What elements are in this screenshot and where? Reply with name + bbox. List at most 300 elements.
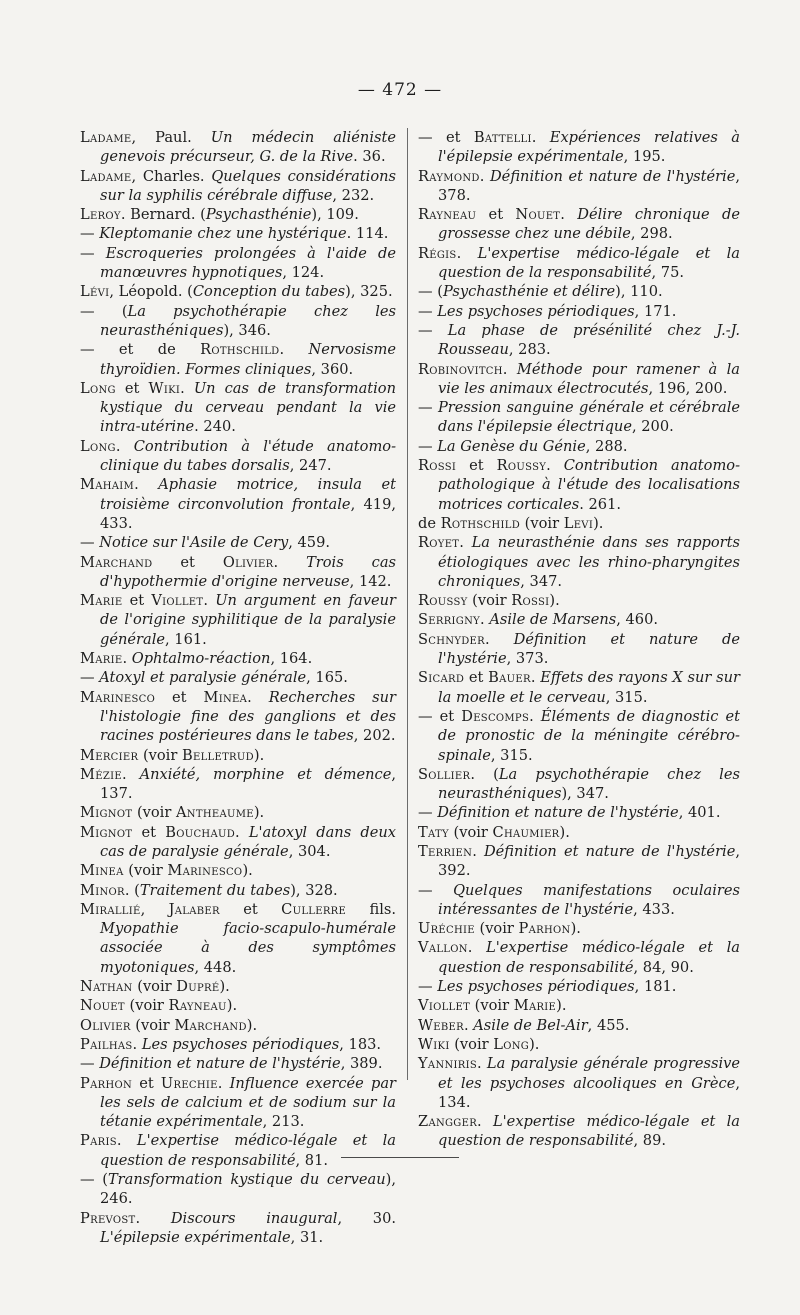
author-name: Rayneau: [418, 206, 477, 224]
author-name: Wiki: [418, 1035, 450, 1053]
entry-text: .: [531, 129, 550, 146]
author-name: Dupré: [176, 978, 220, 996]
entry-text: , 75.: [651, 264, 685, 282]
author-name: Marchand: [80, 553, 153, 571]
work-title: La neurasthénie dans ses rapports étiologiques avec les rhino-pharyngites chroniques: [438, 534, 740, 590]
right-column: [418, 128, 740, 1151]
index-entry: [418, 456, 740, 514]
work-title: L'expertise médico-légale et la question de responsabilité: [438, 1113, 740, 1150]
entry-text: .: [484, 630, 514, 648]
work-title: Un argument en faveur de l'origine syphilitique de la paralysie générale: [100, 592, 397, 648]
index-entry: [80, 746, 396, 765]
work-title: Méthode pour ramener à la vie les animaux électrocutés: [438, 360, 740, 397]
entry-text: (voir: [123, 862, 168, 880]
entry-text: . Bernard. (: [120, 206, 206, 224]
entry-text: , 283.: [508, 341, 551, 359]
entry-text: , 389.: [340, 1055, 383, 1073]
entry-text: .: [480, 611, 490, 629]
entry-text: —: [80, 534, 100, 552]
author-name: Pailhas: [80, 1035, 133, 1053]
entry-text: , 401.: [678, 804, 721, 822]
index-entry: [418, 360, 740, 399]
author-name: Cullerre: [281, 900, 347, 918]
index-entry: [418, 996, 740, 1015]
entry-text: ).: [219, 978, 230, 996]
author-name: Viollet: [418, 997, 471, 1015]
work-title: La phase de présénilité chez J.-J. Rousseau: [438, 321, 741, 359]
author-name: Bauer: [488, 669, 531, 687]
entry-text: , 315.: [605, 688, 648, 706]
entry-text: et: [152, 553, 223, 571]
entry-text: , 142.: [349, 572, 392, 590]
author-name: Ladame: [80, 129, 132, 146]
author-name: Marie: [513, 997, 557, 1015]
entry-text: ).: [559, 823, 570, 841]
index-entry: [80, 1016, 396, 1035]
index-entry: [80, 765, 396, 804]
entry-text: (voir: [520, 514, 564, 532]
author-name: Descomps: [461, 707, 530, 725]
entry-text: ).: [570, 920, 581, 938]
author-name: Raymond: [418, 167, 480, 185]
work-title: L'expertise médico-légale et la question de responsabilité: [438, 939, 740, 976]
index-entry: [418, 205, 740, 244]
work-title: Recherches sur l'histologie fine des ganglions et des racines postérieures dans le tabes: [100, 688, 397, 745]
author-name: Jalaber: [168, 900, 220, 918]
work-title: L'expertise médico-légale et la question de responsabilité: [100, 1132, 397, 1169]
index-entry: [418, 765, 740, 804]
entry-text: , 459.: [288, 534, 331, 552]
author-name: Robinovitch: [418, 360, 503, 378]
index-entry: [418, 630, 740, 669]
entry-text: —: [418, 881, 454, 899]
work-title: Les psychoses périodiques: [437, 978, 635, 996]
index-entry: [80, 900, 396, 977]
work-title: Définition et nature de l'hystérie: [99, 1055, 341, 1073]
index-entry: [80, 977, 396, 996]
entry-text: .: [459, 534, 472, 552]
work-title: La Genèse du Génie: [437, 437, 586, 455]
entry-text: .: [273, 553, 307, 571]
entry-text: , 165.: [306, 669, 348, 687]
author-name: Vallon: [418, 939, 468, 957]
entry-text: , 460.: [616, 611, 658, 629]
index-entry: [80, 861, 396, 880]
author-name: Lévi: [80, 283, 110, 301]
left-column: [80, 128, 396, 1247]
entry-text: — et de: [80, 341, 201, 359]
entry-text: , 202.: [353, 727, 396, 745]
author-name: Nathan: [80, 978, 133, 996]
work-title: La psychothérapie chez les neurasthéniques: [438, 765, 740, 803]
author-name: Olivier: [80, 1016, 131, 1034]
index-entry: [80, 649, 396, 668]
entry-text: , 196, 200.: [648, 379, 728, 397]
index-entry: [418, 1054, 740, 1112]
entry-text: et: [132, 823, 166, 841]
entry-text: , 89.: [633, 1132, 667, 1150]
entry-text: ).: [242, 862, 253, 880]
author-name: Weber: [418, 1016, 464, 1034]
entry-text: .: [116, 1132, 137, 1150]
index-entry: [80, 1035, 396, 1054]
entry-text: ).: [549, 592, 560, 610]
entry-text: , 31.: [290, 1228, 324, 1246]
author-name: Paris: [80, 1132, 117, 1150]
entry-text: — et: [418, 707, 462, 725]
author-name: Parhon: [518, 920, 571, 938]
index-entry: [418, 533, 740, 591]
index-entry: [418, 167, 740, 206]
author-name: Chaumier: [492, 823, 560, 841]
author-name: Wiki: [148, 379, 181, 397]
index-entry: [80, 1074, 396, 1132]
entry-text: ), 109.: [311, 206, 359, 224]
entry-text: , 30.: [337, 1209, 396, 1227]
entry-text: , Léopold. (: [109, 283, 193, 301]
author-name: Yanniris: [418, 1055, 478, 1073]
entry-text: , 392.: [438, 842, 740, 880]
author-name: Mercier: [80, 746, 139, 764]
entry-text: —: [418, 302, 438, 320]
author-name: Minor: [80, 881, 125, 899]
entry-text: , 288.: [585, 437, 628, 455]
work-title: Définition et nature de l'hystérie: [489, 167, 736, 185]
work-title: Ophtalmo-réaction: [131, 650, 271, 668]
author-name: Marie: [80, 592, 123, 610]
work-title: Expériences relatives à l'épilepsie expérimentale: [438, 129, 741, 166]
index-entry: [418, 610, 740, 629]
work-title: La psychothérapie chez les neurasthéniques: [100, 302, 396, 339]
author-name: Sollier: [418, 765, 471, 783]
entry-text: ), 347.: [561, 785, 609, 803]
work-title: Les psychoses périodiques: [141, 1035, 340, 1053]
entry-text: , 124.: [282, 264, 325, 282]
entry-text: , 134.: [438, 1074, 740, 1111]
entry-text: .: [115, 437, 134, 455]
index-entry: [418, 398, 740, 437]
entry-text: .: [477, 1113, 493, 1131]
entry-text: et: [122, 592, 152, 610]
entry-text: — (: [80, 302, 128, 320]
author-name: Long: [80, 379, 116, 397]
entry-text: ,: [140, 900, 169, 918]
work-title: Quelques considérations sur la syphilis cérébrale diffuse: [100, 167, 396, 204]
entry-text: , 378.: [438, 167, 740, 204]
index-entry: [80, 1170, 396, 1209]
work-title: Définition et nature de l'hystérie: [438, 630, 741, 668]
author-name: Battelli: [473, 129, 532, 146]
work-title: L'expertise médico-légale et la question de la responsabilité: [438, 244, 741, 282]
author-name: Schnyder: [418, 630, 485, 648]
entry-text: , 347.: [520, 572, 563, 590]
entry-text: , 298.: [630, 225, 673, 243]
entry-text: , 247.: [289, 457, 332, 475]
entry-text: (voir: [449, 1035, 494, 1053]
work-title: Myopathie facio-scapulo-humérale associée à des symptômes myotoniques: [100, 920, 396, 976]
entry-text: .: [122, 650, 132, 668]
work-title: Trois cas d'hypothermie d'origine nerveuse: [100, 553, 397, 590]
entry-text: .: [560, 206, 578, 224]
work-title: Anxiété, morphine et démence: [139, 765, 392, 783]
entry-text: , 448.: [194, 958, 237, 976]
index-entry: [80, 803, 396, 822]
page-number: — 472 —: [357, 80, 443, 100]
work-title: Escroqueries prolongées à l'aide de manœuvres hypnotiques: [100, 244, 396, 282]
entry-text: —: [418, 437, 438, 455]
entry-text: , 433.: [633, 900, 675, 918]
index-entry: [80, 244, 396, 283]
author-name: Rayneau: [168, 997, 227, 1015]
entry-text: .: [134, 476, 159, 494]
entry-text: , 171.: [634, 302, 677, 320]
author-name: Sicard: [418, 669, 465, 687]
work-title: La paralysie générale progressive et les psychoses alcooliques en Grèce: [438, 1055, 740, 1092]
entry-text: , 315.: [490, 746, 533, 764]
entry-text: .: [502, 360, 517, 378]
work-title: Asile de Bel-Air: [473, 1016, 588, 1034]
entry-text: .: [529, 707, 541, 725]
author-name: Taty: [418, 823, 449, 841]
entry-text: et: [476, 206, 516, 224]
entry-text: . 261.: [579, 495, 621, 513]
entry-text: . 36.: [353, 148, 386, 166]
entry-text: ).: [253, 746, 265, 764]
entry-text: , 81.: [295, 1151, 329, 1169]
author-name: Mignot: [80, 804, 133, 822]
index-entry: [418, 1035, 740, 1054]
author-name: Mahaim: [80, 476, 135, 494]
author-name: Minea: [203, 688, 248, 706]
work-title: Un cas de transformation kystique du cerveau pendant la vie intra-utérine: [100, 379, 396, 436]
index-entry: [418, 938, 740, 977]
entry-text: —: [80, 1055, 100, 1073]
index-entry: [418, 244, 740, 283]
entry-text: —: [80, 669, 100, 687]
entry-text: ), 328.: [290, 881, 338, 899]
entry-text: . (: [470, 765, 499, 783]
entry-text: , 164.: [270, 650, 313, 668]
entry-text: (voir: [132, 804, 176, 822]
author-name: Nouet: [515, 206, 561, 224]
entry-text: .: [180, 379, 194, 397]
work-title: L'atoxyl dans deux cas de paralysie générale: [100, 823, 396, 860]
author-name: Zangger: [418, 1113, 478, 1131]
work-title: Éléments de diagnostic et de pronostic de la méningite cérébro-spinale: [438, 707, 741, 764]
entry-text: (voir: [470, 997, 514, 1015]
work-title: Définition et nature de l'hystérie: [437, 804, 679, 822]
work-title: Atoxyl et paralysie générale: [99, 669, 307, 687]
entry-text: (voir: [467, 592, 512, 610]
entry-text: . (: [124, 881, 140, 899]
author-name: Mignot: [80, 823, 133, 841]
index-entry: [418, 514, 740, 533]
index-entry: [418, 919, 740, 938]
entry-text: . 240.: [194, 418, 236, 436]
author-name: Mézie: [80, 765, 122, 783]
entry-text: , 84, 90.: [633, 958, 694, 976]
index-entry: [418, 668, 740, 707]
entry-text: . 114.: [346, 225, 389, 243]
index-entry: [418, 803, 740, 822]
author-name: Long: [80, 437, 116, 455]
author-name: Uréchie: [418, 920, 475, 938]
index-entry: [80, 823, 396, 862]
author-name: Urechie: [160, 1074, 218, 1092]
work-title: Influence exercée par les sels de calcium et de sodium sur la tétanie expérimentale: [100, 1074, 396, 1131]
index-entry: [418, 437, 740, 456]
entry-text: (voir: [132, 978, 177, 996]
author-name: Antheaume: [175, 804, 254, 822]
index-entry: [418, 591, 740, 610]
author-name: Olivier: [222, 553, 274, 571]
entry-text: , 195.: [623, 148, 666, 166]
author-name: Bouchaud: [165, 823, 236, 841]
author-name: Levi: [563, 514, 594, 532]
author-name: Marinesco: [167, 862, 243, 880]
index-entry: [80, 340, 396, 379]
entry-text: .: [279, 341, 309, 359]
entry-text: et: [115, 379, 149, 397]
work-title: Pression sanguine générale et cérébrale dans l'épilepsie électrique: [437, 399, 740, 436]
index-entry: [80, 553, 396, 592]
entry-text: et: [132, 1074, 161, 1092]
index-entry: [418, 1016, 740, 1035]
entry-text: de: [418, 514, 441, 532]
index-entry: [80, 1209, 396, 1248]
entry-text: , Charles.: [131, 167, 212, 185]
entry-text: fils.: [346, 900, 397, 918]
entry-text: .: [530, 669, 541, 687]
index-entry: [80, 1131, 396, 1170]
entry-text: , 183.: [339, 1035, 382, 1053]
index-entry: [418, 823, 740, 842]
author-name: Terrien: [418, 842, 473, 860]
entry-text: ), 110.: [615, 283, 663, 301]
entry-text: , 232.: [332, 186, 375, 204]
index-entry: [418, 1112, 740, 1151]
entry-text: , 304.: [288, 842, 331, 860]
work-title: Kleptomanie chez une hystérique: [99, 225, 347, 243]
work-title: Un médecin aliéniste genevois précurseur, G. de la Rive: [100, 129, 396, 166]
entry-text: ).: [226, 997, 238, 1015]
index-entry: [80, 379, 396, 437]
author-name: Leroy: [80, 206, 121, 224]
index-entry: [80, 128, 396, 167]
entry-text: (voir: [124, 997, 169, 1015]
work-title: Définition et nature de l'hystérie: [483, 842, 736, 860]
entry-text: et: [155, 688, 204, 706]
entry-text: —: [80, 244, 106, 262]
entry-text: ).: [593, 514, 604, 532]
entry-text: .: [472, 842, 484, 860]
author-name: Prevost: [80, 1209, 136, 1227]
entry-text: , Paul.: [131, 129, 211, 146]
entry-text: (voir: [138, 746, 182, 764]
entry-text: , 419, 433.: [100, 495, 397, 532]
entry-text: (voir: [448, 823, 493, 841]
entry-text: .: [479, 167, 490, 185]
entry-text: ), 246.: [100, 1171, 396, 1208]
entry-text: , 200.: [631, 418, 674, 436]
work-title: Aphasie motrice, insula et troisième circonvolution frontale: [100, 476, 396, 513]
entry-text: —: [80, 225, 100, 243]
entry-text: .: [463, 1016, 474, 1034]
entry-text: ), 325.: [345, 283, 393, 301]
entry-text: et: [464, 669, 489, 687]
author-name: Marie: [80, 650, 123, 668]
entry-text: —: [418, 399, 438, 417]
index-entry: [80, 881, 396, 900]
work-title: Effets des rayons X sur sur la moelle et le cerveau: [438, 669, 740, 706]
entry-text: ).: [246, 1016, 258, 1034]
entry-text: —: [418, 804, 438, 822]
entry-text: ), 346.: [223, 321, 271, 339]
author-name: Rothschild: [440, 514, 521, 532]
author-name: Parhon: [80, 1074, 133, 1092]
author-name: Ladame: [80, 167, 132, 185]
author-name: Roussy: [418, 592, 468, 610]
index-entry: [80, 302, 396, 341]
entry-text: .: [217, 1074, 230, 1092]
entry-text: ).: [529, 1035, 540, 1053]
index-entry: [80, 591, 396, 649]
entry-text: —: [418, 978, 438, 996]
author-name: Belletrud: [181, 746, 254, 764]
index-entry: [418, 302, 740, 321]
entry-text: , 161.: [165, 630, 207, 648]
work-title: Transformation kystique du cerveau: [107, 1171, 386, 1189]
work-title: Discours inaugural: [170, 1209, 338, 1227]
author-name: Rothschild: [200, 341, 280, 359]
work-title: Asile de Marsens: [489, 611, 617, 629]
entry-text: — et: [418, 129, 474, 146]
work-title: Contribution anatomo-pathologique à l'étude des localisations motrices corticales: [438, 457, 740, 513]
index-entry: [418, 321, 740, 360]
work-title: Quelques manifestations oculaires intéressantes de l'hystérie: [438, 881, 741, 918]
index-entry: [80, 437, 396, 476]
index-entry: [80, 1054, 396, 1073]
work-title: Nervosisme thyroïdien. Formes cliniques: [100, 341, 396, 378]
entry-text: , 373.: [506, 650, 549, 668]
index-entry: [80, 224, 396, 243]
entry-text: .: [467, 939, 487, 957]
entry-text: — (: [418, 283, 443, 301]
index-entry: [418, 707, 740, 765]
entry-text: , 455.: [587, 1016, 630, 1034]
entry-text: .: [235, 823, 249, 841]
author-name: Royet: [418, 534, 460, 552]
entry-text: .: [121, 765, 140, 783]
index-entry: [80, 167, 396, 206]
author-name: Long: [493, 1035, 530, 1053]
entry-text: , 360.: [311, 360, 354, 378]
author-name: Marinesco: [80, 688, 156, 706]
author-name: Régis: [418, 244, 457, 262]
index-entry: [418, 842, 740, 881]
entry-text: .: [135, 1209, 171, 1227]
index-entry: [418, 282, 740, 301]
author-name: Marchand: [174, 1016, 247, 1034]
work-title: Traitement du tabes: [139, 881, 291, 899]
author-name: Viollet: [151, 592, 204, 610]
index-entry: [80, 205, 396, 224]
entry-text: ).: [253, 804, 265, 822]
entry-text: .: [546, 457, 564, 475]
index-entry: [418, 977, 740, 996]
entry-text: .: [247, 688, 269, 706]
work-title: Notice sur l'Asile de Cery: [99, 534, 289, 552]
